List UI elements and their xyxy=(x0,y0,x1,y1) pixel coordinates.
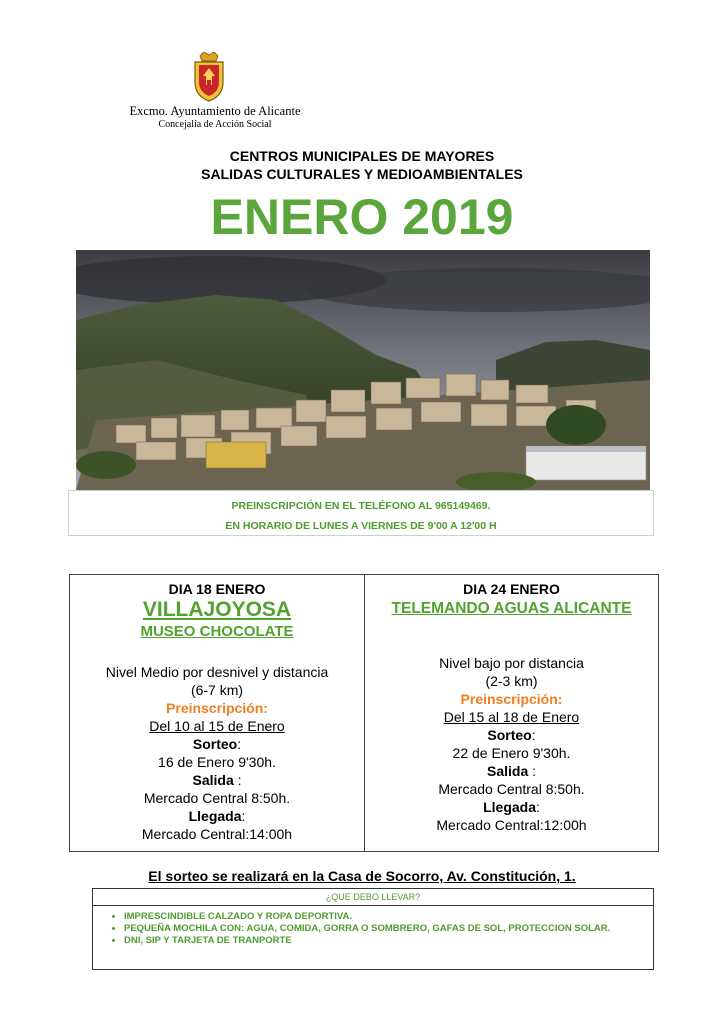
organization-name: Excmo. Ayuntamiento de Alicante xyxy=(129,104,301,118)
trip-subplace: MUSEO CHOCOLATE xyxy=(140,623,294,640)
trip-draw-value: 22 de Enero 9'30h. xyxy=(452,745,571,761)
trip-arrive-value: Mercado Central:14:00h xyxy=(141,826,293,842)
month-title: ENERO 2019 xyxy=(210,189,514,245)
trip-depart-label: Salida xyxy=(192,772,234,788)
trip-pre-dates: Del 10 al 15 de Enero xyxy=(149,718,285,734)
trip-level: Nivel bajo por distancia xyxy=(439,655,584,671)
trip-distance: (2-3 km) xyxy=(485,673,538,689)
trip-depart-value: Mercado Central 8:50h. xyxy=(438,781,585,797)
trip-place: VILLAJOYOSA xyxy=(142,598,292,621)
trip-level: Nivel Medio por desnivel y distancia xyxy=(105,664,329,680)
trip-day: DIA 18 ENERO xyxy=(168,581,266,597)
village-photo xyxy=(76,250,650,490)
preinscription-hours: EN HORARIO DE LUNES A VIERNES DE 9'00 A 12'00 H xyxy=(225,520,497,532)
preinscription-phone: PREINSCRIPCIÓN EN EL TELÉFONO AL 965149469. xyxy=(231,500,491,512)
list-item: • PEQUEÑA MOCHILA CON: AGUA, COMIDA, GORRA O SOMBRERO, GAFAS DE SOL, PROTECCION SOLAR. xyxy=(124,923,644,935)
trip-depart-label: Salida xyxy=(486,763,529,779)
trip-draw-label: Sorteo xyxy=(487,727,532,743)
trip-pre-label: Preinscripción xyxy=(460,691,558,707)
trip-arrive-label: Llegada xyxy=(188,808,242,824)
organization-block xyxy=(120,104,310,131)
trip-pre-label: Preinscripción xyxy=(166,700,264,716)
list-item: • DNI, SIP Y TARJETA DE TRANPORTE xyxy=(124,935,644,947)
trip-distance: (6-7 km) xyxy=(190,682,244,698)
heading-line-2: SALIDAS CULTURALES Y MEDIOAMBIENTALES xyxy=(201,166,523,182)
list-item: • IMPRESCINDIBLE CALZADO Y ROPA DEPORTIVA. xyxy=(124,911,644,923)
trip-draw-label: Sorteo xyxy=(192,736,238,752)
trip-draw-value: 16 de Enero 9'30h. xyxy=(158,754,276,770)
trip-arrive-label: Llegada xyxy=(483,799,536,815)
trip-pre-dates: Del 15 al 18 de Enero xyxy=(443,709,580,725)
checklist-title: ¿QUE DEBO LLEVAR? xyxy=(93,889,653,906)
trip-place: TELEMANDO AGUAS ALICANTE xyxy=(391,600,632,617)
heading-line-1: CENTROS MUNICIPALES DE MAYORES xyxy=(229,148,495,164)
department-name: Concejalía de Acción Social xyxy=(158,119,272,130)
draw-location-note: El sorteo se realizará en la Casa de Socorro, Av. Constitución, 1. xyxy=(148,868,576,884)
trip-card-villajoyosa: DIA 18 ENERO VILLAJOYOSA MUSEO CHOCOLATE Nivel Medio por desnivel y distancia (6-7 km) Preinscripción: Del 10 al 15 de Enero Sorteo: 16 de Enero 9'30h. Salida : Mercado Central 8:50h. Llegada: Mercado Central:14:00h xyxy=(70,580,364,843)
trip-depart-value: Mercado Central 8:50h. xyxy=(143,790,291,806)
trip-day: DIA 24 ENERO xyxy=(463,581,560,597)
city-crest-icon xyxy=(190,52,228,102)
preinscription-box xyxy=(68,490,654,536)
checklist-items xyxy=(108,911,644,947)
trip-card-telemando: DIA 24 ENERO TELEMANDO AGUAS ALICANTE Nivel bajo por distancia (2-3 km) Preinscripción: Del 15 al 18 de Enero Sorteo: 22 de Enero 9'30h. Salida : Mercado Central 8:50h. Llegada: Mercado Central:12:00h xyxy=(365,580,658,834)
trip-arrive-value: Mercado Central:12:00h xyxy=(436,817,587,833)
